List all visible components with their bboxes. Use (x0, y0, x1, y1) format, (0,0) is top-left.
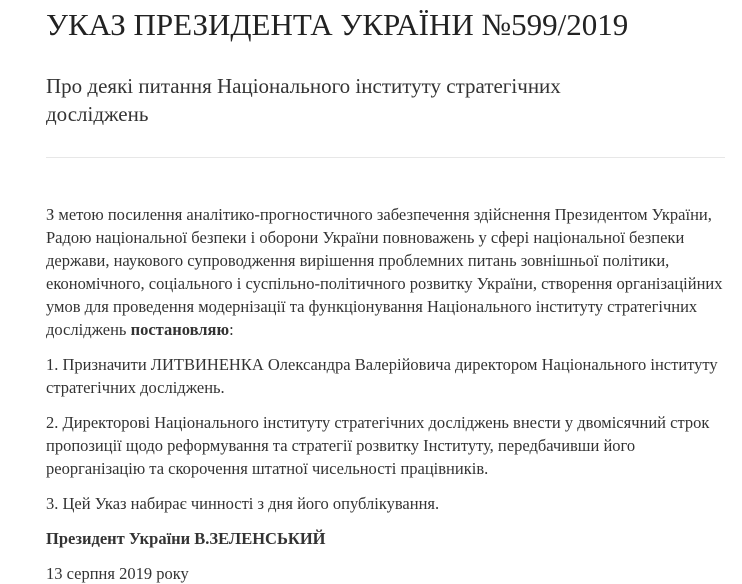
decree-subtitle: Про деякі питання Національного інституту стратегічних досліджень (46, 74, 561, 126)
decree-date: 13 серпня 2019 року (46, 564, 189, 583)
item-paragraph-1: 1. Призначити ЛИТВИНЕНКА Олександра Валерійовича директором Національного інституту стратегічних досліджень. (46, 355, 718, 397)
signature-line: Президент України В.ЗЕЛЕНСЬКИЙ (46, 529, 326, 548)
item-paragraph-3: 3. Цей Указ набирає чинності з дня його опублікування. (46, 494, 440, 513)
decree-title: УКАЗ ПРЕЗИДЕНТА УКРАЇНИ №599/2019 (46, 7, 629, 42)
preamble-paragraph (46, 203, 730, 341)
divider (46, 157, 725, 158)
preamble-lead: З метою посилення аналітико-прогностичного забезпечення здійснення Президентом України, Радою національної безпеки і оборони України повноважень у сфері національної безпеки держави, наукового супроводження вирішення проблемних питань зовнішньої політики, економічного, соціального і суспільно-політичного розвитку України, створення організаційних умов для проведення модернізації та функціонування Національного інституту стратегічних досліджень (46, 205, 723, 339)
item-paragraph-2: 2. Директорові Національного інституту стратегічних досліджень внести у двомісячний строк пропозиції щодо реформування та стратегії розвитку Інституту, передбачивши його реорганізацію та скорочення штатної чисельності працівників. (46, 413, 710, 478)
preamble-emphasis: постановляю (130, 320, 230, 339)
preamble-tail: : (229, 320, 234, 339)
